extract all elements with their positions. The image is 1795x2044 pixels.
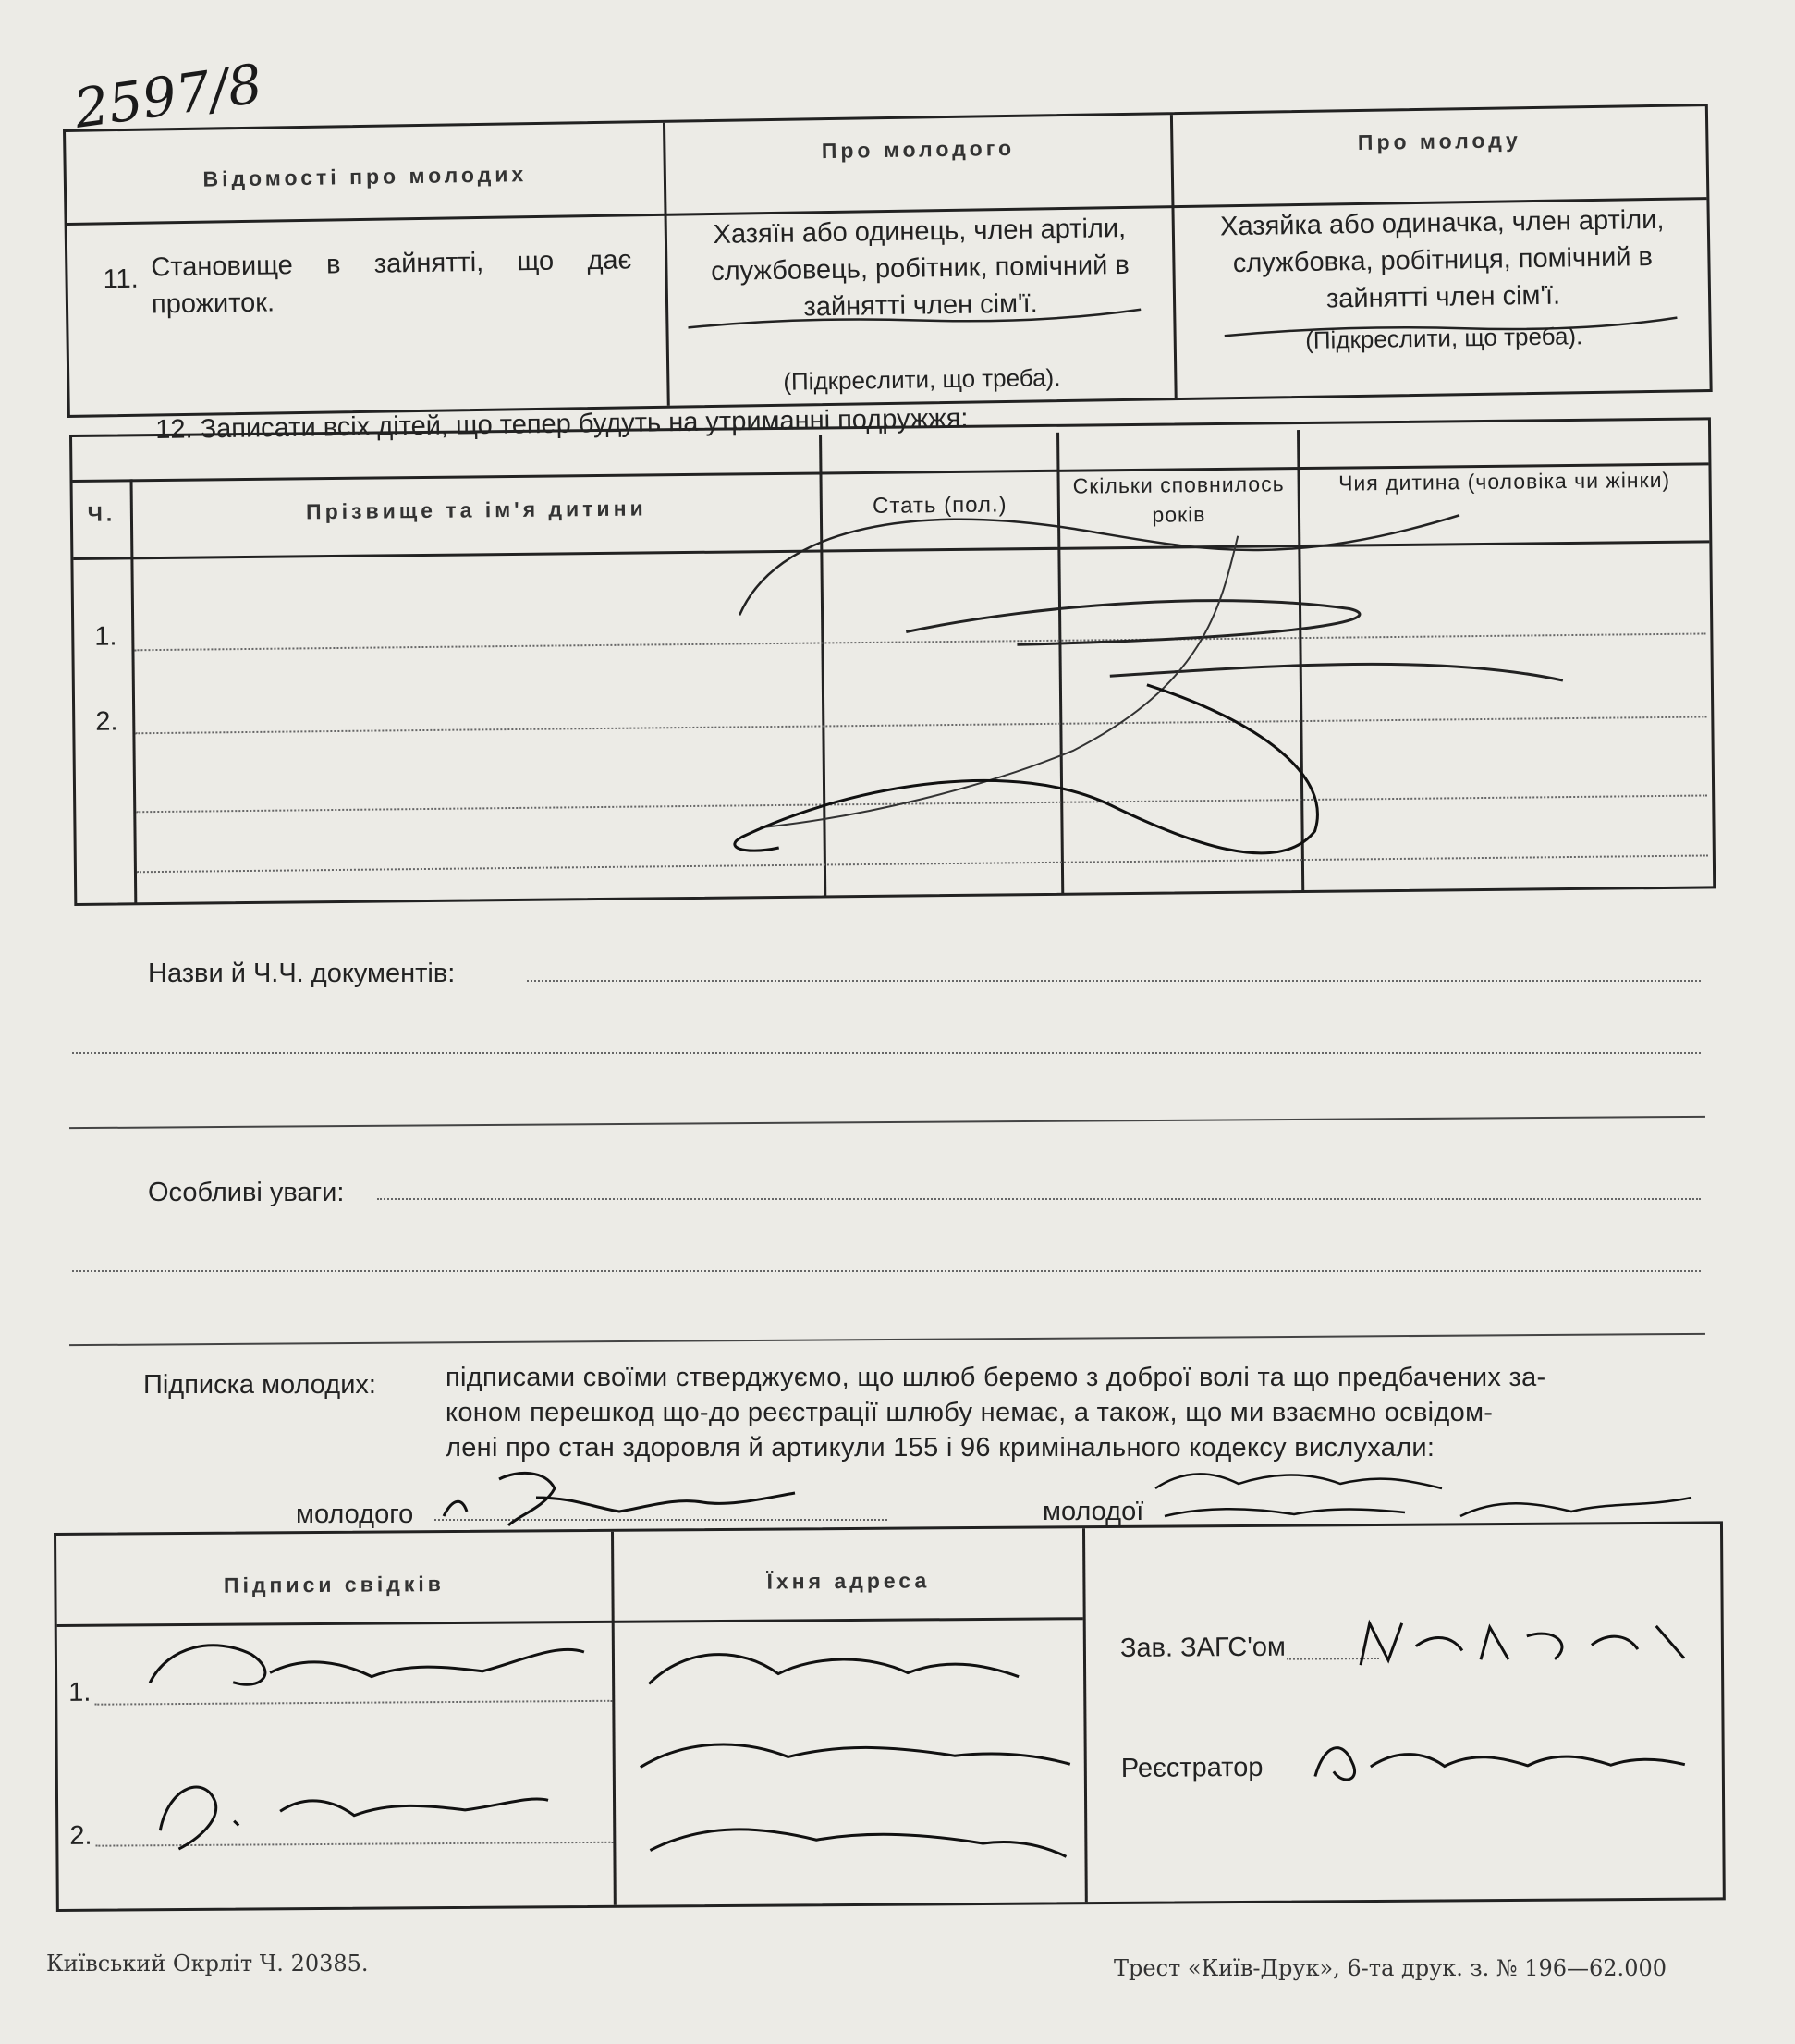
witness-address-handwriting (630, 1625, 1076, 1896)
documents-line-2 (72, 1052, 1701, 1054)
groom-signature-label: молодого (296, 1499, 414, 1529)
footer-right: Трест «Київ-Друк», 6-та друк. з. № 196—62.000 (1114, 1955, 1667, 1981)
witness-2-signature (132, 1754, 558, 1858)
notes-line-1 (377, 1198, 1701, 1200)
witness-row-1-number: 1. (68, 1677, 92, 1707)
witness-1-signature (131, 1624, 594, 1710)
row11-label: Становище в зайнятті, що дає прожиток. (151, 245, 632, 320)
documents-label: Назви й Ч.Ч. документів: (148, 959, 456, 988)
section12-title: 12. Записати всіх дітей, що тепер будуть на утриманні подружжя: (155, 403, 969, 445)
witness-table (54, 1521, 1726, 1912)
children-table (69, 417, 1716, 906)
zags-head-signature (1351, 1608, 1703, 1675)
occupation-table (63, 104, 1713, 418)
signature-statement-line3: лені про стан здоровля й артикули 155 і 96 кримінального кодексу вислухали: (446, 1433, 1435, 1463)
signature-statement-line1: підписами своїми стверджуємо, що шлюб беремо з доброї волі та що предбачених за- (446, 1363, 1546, 1392)
col-witness-address: Їхня адреса (766, 1568, 931, 1594)
registrar-signature (1305, 1723, 1693, 1791)
col-child-name: Прізвище та ім'я дитини (305, 496, 647, 524)
bride-signature-label: молодої (1043, 1497, 1144, 1526)
groom-signature (434, 1461, 804, 1535)
documents-divider (69, 1116, 1705, 1129)
col-sex: Стать (пол.) (872, 492, 1007, 519)
registrar-label: Реєстратор (1120, 1752, 1264, 1783)
footer-left: Київський Окрліт Ч. 20385. (46, 1951, 369, 1977)
row11-groom-options: Хазяїн або одинець, член артіли, службовець, робітник, помічний в зайнятті член сім'ї. (710, 213, 1130, 323)
child-row-1-number: 1. (94, 621, 117, 652)
col-witness-signatures: Підписи свідків (223, 1572, 445, 1597)
row11-number: 11. (103, 263, 139, 295)
notes-label: Особливі уваги: (148, 1178, 345, 1207)
row11-bride-options: Хазяйка або одиначка, член артіли, службовка, робітниця, помічний в зайнятті член сім'ї. (1219, 204, 1665, 314)
col-number: Ч. (87, 501, 116, 526)
row11-bride-note: (Підкреслити, що треба). (1304, 322, 1583, 354)
notes-line-2 (72, 1270, 1701, 1272)
zags-head-label: Зав. ЗАГС'ом (1119, 1632, 1286, 1663)
notes-divider (69, 1333, 1705, 1346)
witness-row-2-number: 2. (69, 1820, 92, 1851)
signature-statement-line2: коном перешкод що-до реєстрації шлюбу немає, а також, що ми взаємно освідом- (446, 1398, 1494, 1427)
documents-line-1 (527, 980, 1701, 982)
header-about-bride: Про молоду (1357, 128, 1522, 154)
signature-statement-label: Підписка молодих: (143, 1370, 376, 1400)
underline-mark-groom (688, 300, 1150, 336)
header-info-about-couple: Відомості про молодих (202, 162, 528, 191)
child-row-2-number: 2. (95, 706, 118, 737)
row11-groom-note: (Підкреслити, що треба). (783, 363, 1061, 396)
col-age: Скільки сповнилось років (1072, 471, 1285, 527)
header-about-groom: Про молодого (821, 135, 1016, 164)
archive-mark: 2597/8 (70, 52, 266, 141)
col-whose-child: Чия дитина (чоловіка чи жінки) (1337, 467, 1671, 496)
cross-out-scribble (627, 439, 1703, 885)
